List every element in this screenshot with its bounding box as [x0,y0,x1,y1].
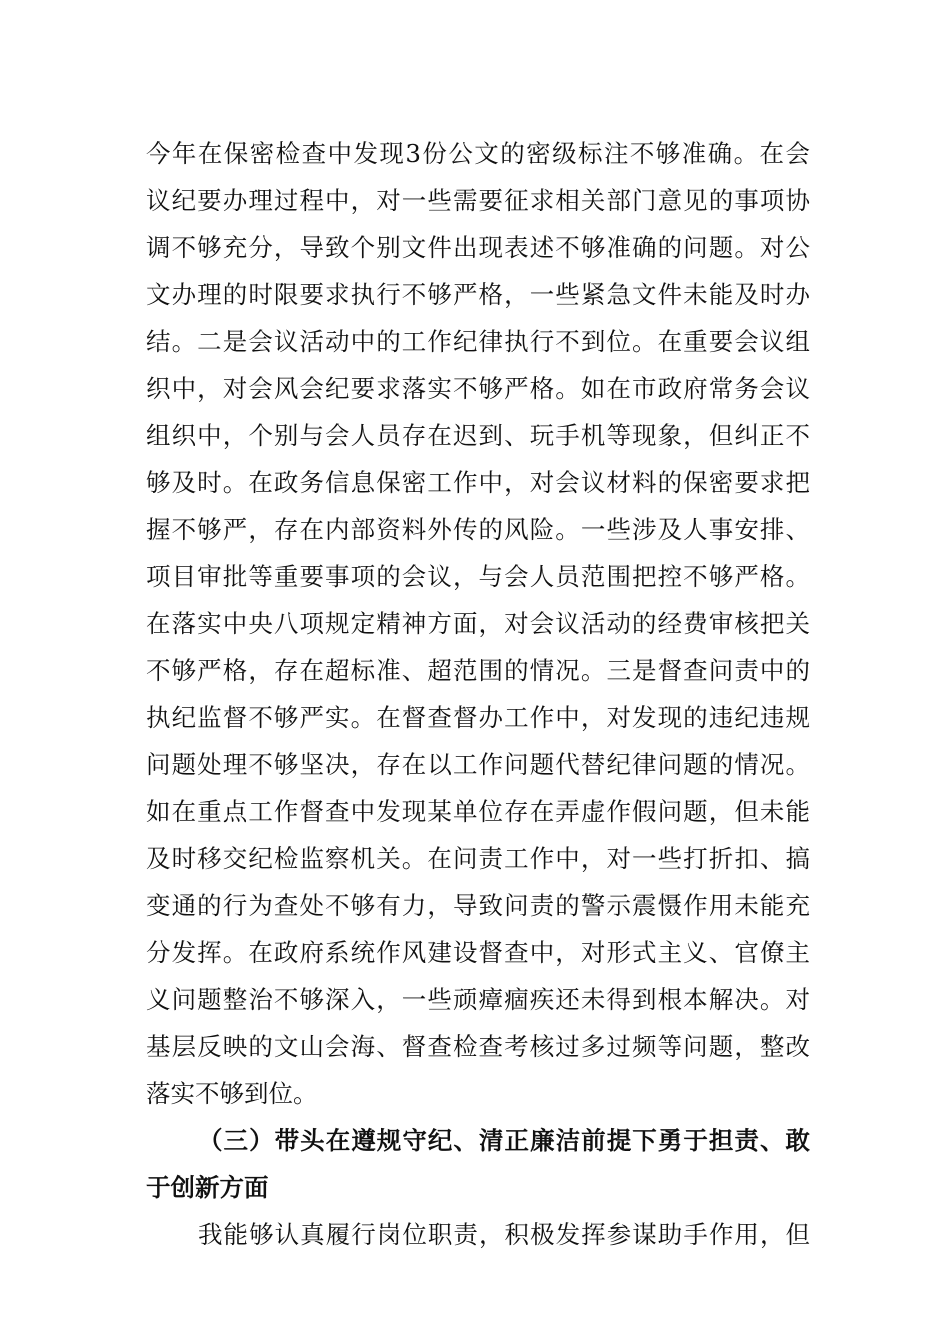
body-line: 如在重点工作督查中发现某单位存在弄虚作假问题，但未能 [146,797,810,826]
body-line: 不够严格，存在超标准、超范围的情况。三是督查问责中的 [146,656,810,685]
body-line: 义问题整治不够深入，一些顽瘴痼疾还未得到根本解决。对 [146,985,810,1014]
body-line: 调不够充分，导致个别文件出现表述不够准确的问题。对公 [146,233,810,262]
body-line: 执纪监督不够严实。在督查督办工作中，对发现的违纪违规 [146,703,810,732]
body-line: 在落实中央八项规定精神方面，对会议活动的经费审核把关 [146,609,810,638]
body-line: 及时移交纪检监察机关。在问责工作中，对一些打折扣、搞 [146,844,810,873]
section-heading-line: （三）带头在遵规守纪、清正廉洁前提下勇于担责、敢 [198,1126,810,1155]
paragraph-opening-line: 我能够认真履行岗位职责，积极发挥参谋助手作用，但 [198,1220,810,1249]
body-line: 握不够严，存在内部资料外传的风险。一些涉及人事安排、 [146,515,810,544]
body-line: 组织中，个别与会人员存在迟到、玩手机等现象，但纠正不 [146,421,810,450]
body-line: 基层反映的文山会海、督查检查考核过多过频等问题，整改 [146,1032,810,1061]
body-line: 文办理的时限要求执行不够严格，一些紧急文件未能及时办 [146,280,810,309]
body-line: 结。二是会议活动中的工作纪律执行不到位。在重要会议组 [146,327,810,356]
body-line: 今年在保密检查中发现3份公文的密级标注不够准确。在会 [146,139,810,168]
body-line: 织中，对会风会纪要求落实不够严格。如在市政府常务会议 [146,374,810,403]
section-heading-line-last: 于创新方面 [146,1173,269,1202]
body-line: 分发挥。在政府系统作风建设督查中，对形式主义、官僚主 [146,938,810,967]
body-line: 议纪要办理过程中，对一些需要征求相关部门意见的事项协 [146,186,810,215]
body-line-last: 落实不够到位。 [146,1079,318,1108]
body-line: 变通的行为查处不够有力，导致问责的警示震慑作用未能充 [146,891,810,920]
body-line: 问题处理不够坚决，存在以工作问题代替纪律问题的情况。 [146,750,810,779]
body-line: 够及时。在政务信息保密工作中，对会议材料的保密要求把 [146,468,810,497]
body-line: 项目审批等重要事项的会议，与会人员范围把控不够严格。 [146,562,810,591]
